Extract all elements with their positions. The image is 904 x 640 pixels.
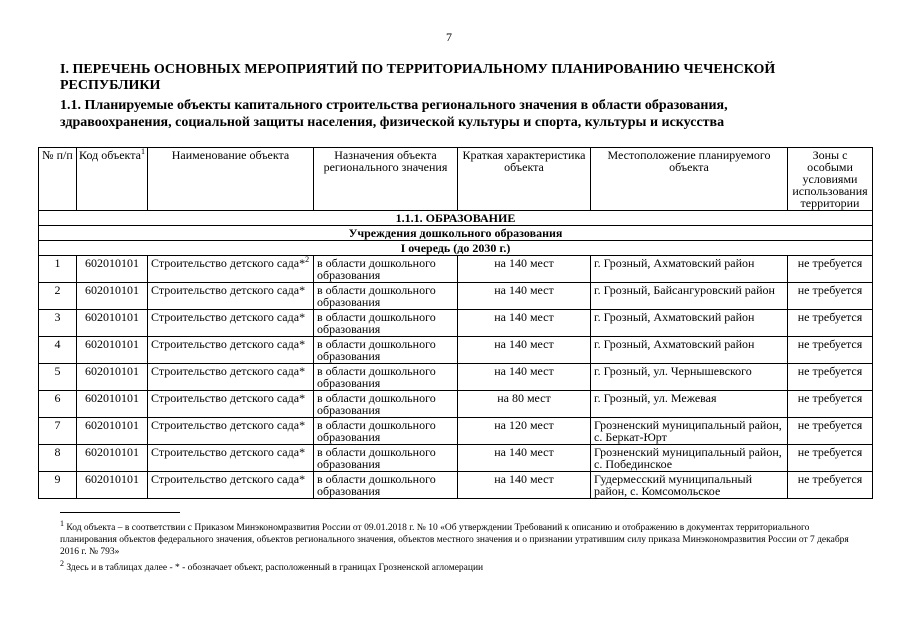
- row-location: [591, 310, 788, 337]
- row-brief: [458, 472, 591, 499]
- row-purpose: [314, 445, 458, 472]
- row-brief: [458, 283, 591, 310]
- row-num-text: 3: [54, 310, 61, 324]
- row-code: [77, 391, 148, 418]
- row-zones: [788, 256, 873, 283]
- row-name-text: Строительство детского сада*: [151, 418, 306, 432]
- row-brief-text: на 140 мест: [494, 337, 554, 351]
- row-zones-text: не требуется: [797, 310, 863, 324]
- page-number: 7: [446, 30, 452, 44]
- section-subtitle-line2: здравоохранения, социальной защиты населения, физической культуры и спорта, культуры и искусства: [60, 115, 725, 130]
- row-code-text: 602010101: [85, 364, 139, 378]
- row-location-text: г. Грозный, Ахматовский район: [594, 310, 755, 324]
- table-row: [39, 391, 873, 418]
- row-location: [591, 256, 788, 283]
- row-purpose: [314, 364, 458, 391]
- row-purpose-text: в области дошкольного образования: [317, 472, 436, 498]
- row-purpose-text: в области дошкольного образования: [317, 337, 436, 363]
- row-name-text: Строительство детского сада*: [151, 256, 306, 270]
- document-title: I. ПЕРЕЧЕНЬ ОСНОВНЫХ МЕРОПРИЯТИЙ ПО ТЕРРИТОРИАЛЬНОМУ ПЛАНИРОВАНИЮ ЧЕЧЕНСКОЙ РЕСПУБЛИКИ: [60, 62, 776, 93]
- row-name: [148, 418, 314, 445]
- row-location: [591, 364, 788, 391]
- row-zones: [788, 391, 873, 418]
- footnote-ref-2: 2: [305, 255, 310, 264]
- row-name: [148, 283, 314, 310]
- row-purpose: [314, 256, 458, 283]
- row-zones-text: не требуется: [797, 364, 863, 378]
- row-zones-text: не требуется: [797, 283, 863, 297]
- row-name: [148, 256, 314, 283]
- row-code: [77, 256, 148, 283]
- row-num-text: 2: [54, 283, 61, 297]
- row-location: [591, 337, 788, 364]
- row-brief-text: на 140 мест: [494, 283, 554, 297]
- row-location-text: г. Грозный, ул. Чернышевского: [594, 364, 752, 378]
- row-brief-text: на 140 мест: [494, 310, 554, 324]
- row-zones-text: не требуется: [797, 256, 863, 270]
- row-num: [39, 283, 77, 310]
- footnote-1-text: Код объекта – в соответствии с Приказом Минэкономразвития России от 09.01.2018 г. № 10 «Об утверждении Требований к описанию и отображению в документах территориального планирования объектов федерального значения, объектов регионального значения, объектов местного значения и о признании утратившим силу приказа Минэкономразвития России от 7 декабря 2016 г. № 793»: [60, 523, 849, 557]
- row-purpose-text: в области дошкольного образования: [317, 283, 436, 309]
- objects-table: [38, 147, 873, 499]
- row-num: [39, 391, 77, 418]
- row-code-text: 602010101: [85, 445, 139, 459]
- table-row: [39, 256, 873, 283]
- row-num: [39, 256, 77, 283]
- header-num: № п/п: [39, 148, 77, 211]
- row-code: [77, 364, 148, 391]
- row-zones-text: не требуется: [797, 337, 863, 351]
- row-code: [77, 337, 148, 364]
- row-num: [39, 472, 77, 499]
- row-location-text: Грозненский муниципальный район, с. Побединское: [594, 445, 782, 471]
- row-num: [39, 310, 77, 337]
- row-location-text: Грозненский муниципальный район, с. Беркат-Юрт: [594, 418, 782, 444]
- header-purpose: Назначения объекта регионального значения: [314, 148, 458, 211]
- row-name-text: Строительство детского сада*: [151, 337, 306, 351]
- row-zones: [788, 337, 873, 364]
- row-code-text: 602010101: [85, 310, 139, 324]
- row-code-text: 602010101: [85, 391, 139, 405]
- row-zones: [788, 283, 873, 310]
- row-brief: [458, 445, 591, 472]
- row-zones: [788, 364, 873, 391]
- row-purpose: [314, 310, 458, 337]
- row-purpose: [314, 472, 458, 499]
- row-name-text: Строительство детского сада*: [151, 445, 306, 459]
- section-subtitle-line1: 1.1. Планируемые объекты капитального строительства регионального значения в области образования,: [60, 98, 728, 113]
- row-brief-text: на 140 мест: [494, 256, 554, 270]
- subsection-title: Учреждения дошкольного образования: [39, 226, 873, 241]
- row-name-text: Строительство детского сада*: [151, 472, 306, 486]
- row-code: [77, 418, 148, 445]
- row-name-text: Строительство детского сада*: [151, 310, 306, 324]
- stage-row: [39, 241, 873, 256]
- row-location-text: г. Грозный, Ахматовский район: [594, 256, 755, 270]
- row-purpose-text: в области дошкольного образования: [317, 391, 436, 417]
- row-brief-text: на 80 мест: [497, 391, 551, 405]
- row-num-text: 6: [54, 391, 61, 405]
- row-code: [77, 445, 148, 472]
- row-location-text: г. Грозный, ул. Межевая: [594, 391, 717, 405]
- header-code: [77, 148, 148, 211]
- row-purpose: [314, 337, 458, 364]
- row-location: [591, 445, 788, 472]
- row-name: [148, 472, 314, 499]
- footnote-ref-1: 1: [140, 147, 145, 156]
- row-name: [148, 364, 314, 391]
- row-purpose: [314, 418, 458, 445]
- row-name: [148, 337, 314, 364]
- row-brief: [458, 337, 591, 364]
- row-brief-text: на 140 мест: [494, 364, 554, 378]
- row-code-text: 602010101: [85, 418, 139, 432]
- row-location: [591, 283, 788, 310]
- row-zones: [788, 310, 873, 337]
- row-code: [77, 310, 148, 337]
- row-name: [148, 310, 314, 337]
- row-purpose-text: в области дошкольного образования: [317, 256, 436, 282]
- row-purpose-text: в области дошкольного образования: [317, 364, 436, 390]
- table-row: [39, 445, 873, 472]
- table-header-row: [39, 148, 873, 211]
- header-brief: Краткая характеристика объекта: [458, 148, 591, 211]
- footnote-1: [60, 518, 850, 558]
- row-name-text: Строительство детского сада*: [151, 283, 306, 297]
- row-code: [77, 472, 148, 499]
- row-code-text: 602010101: [85, 256, 139, 270]
- row-brief-text: на 140 мест: [494, 445, 554, 459]
- row-code: [77, 283, 148, 310]
- row-zones-text: не требуется: [797, 445, 863, 459]
- row-num-text: 5: [54, 364, 61, 378]
- row-num-text: 9: [54, 472, 61, 486]
- row-zones: [788, 472, 873, 499]
- row-brief: [458, 364, 591, 391]
- row-num: [39, 337, 77, 364]
- table-row: [39, 418, 873, 445]
- row-zones-text: не требуется: [797, 418, 863, 432]
- header-zones: Зоны с особыми условиями использования территории: [788, 148, 873, 211]
- table-row: [39, 310, 873, 337]
- row-zones: [788, 418, 873, 445]
- row-brief: [458, 418, 591, 445]
- table-row: [39, 472, 873, 499]
- row-name: [148, 445, 314, 472]
- header-name: Наименование объекта: [148, 148, 314, 211]
- row-code-text: 602010101: [85, 283, 139, 297]
- row-num-text: 7: [54, 418, 61, 432]
- subsection-row: [39, 226, 873, 241]
- row-name-text: Строительство детского сада*: [151, 391, 306, 405]
- footnote-2-text: Здесь и в таблицах далее - * - обозначает объект, расположенный в границах Грозненской агломерации: [64, 563, 484, 573]
- row-location-text: г. Грозный, Байсангуровский район: [594, 283, 775, 297]
- row-code-text: 602010101: [85, 337, 139, 351]
- row-brief-text: на 120 мест: [494, 418, 554, 432]
- row-location: [591, 391, 788, 418]
- row-purpose: [314, 391, 458, 418]
- row-num: [39, 364, 77, 391]
- table-row: [39, 364, 873, 391]
- header-location: Местоположение планируемого объекта: [591, 148, 788, 211]
- section-title: 1.1.1. ОБРАЗОВАНИЕ: [39, 211, 873, 226]
- row-code-text: 602010101: [85, 472, 139, 486]
- header-code-label: Код объекта: [79, 148, 141, 162]
- footnote-2: [60, 558, 850, 574]
- row-location: [591, 418, 788, 445]
- row-purpose: [314, 283, 458, 310]
- row-name-text: Строительство детского сада*: [151, 364, 306, 378]
- table-row: [39, 337, 873, 364]
- row-zones-text: не требуется: [797, 391, 863, 405]
- footnote-separator: [60, 512, 180, 513]
- row-num-text: 8: [54, 445, 61, 459]
- row-location: [591, 472, 788, 499]
- row-brief: [458, 391, 591, 418]
- row-location-text: Гудермесский муниципальный район, с. Комсомольское: [594, 472, 753, 498]
- row-num-text: 1: [54, 256, 61, 270]
- footnote-1-mark: 1: [60, 518, 64, 528]
- row-brief-text: на 140 мест: [494, 472, 554, 486]
- row-brief: [458, 256, 591, 283]
- row-brief: [458, 310, 591, 337]
- stage-title: I очередь (до 2030 г.): [39, 241, 873, 256]
- footnote-2-mark: 2: [60, 558, 64, 568]
- row-purpose-text: в области дошкольного образования: [317, 310, 436, 336]
- row-name: [148, 391, 314, 418]
- row-purpose-text: в области дошкольного образования: [317, 445, 436, 471]
- row-num-text: 4: [54, 337, 61, 351]
- section-row: [39, 211, 873, 226]
- row-purpose-text: в области дошкольного образования: [317, 418, 436, 444]
- row-zones: [788, 445, 873, 472]
- table-row: [39, 283, 873, 310]
- row-num: [39, 445, 77, 472]
- row-num: [39, 418, 77, 445]
- row-location-text: г. Грозный, Ахматовский район: [594, 337, 755, 351]
- row-zones-text: не требуется: [797, 472, 863, 486]
